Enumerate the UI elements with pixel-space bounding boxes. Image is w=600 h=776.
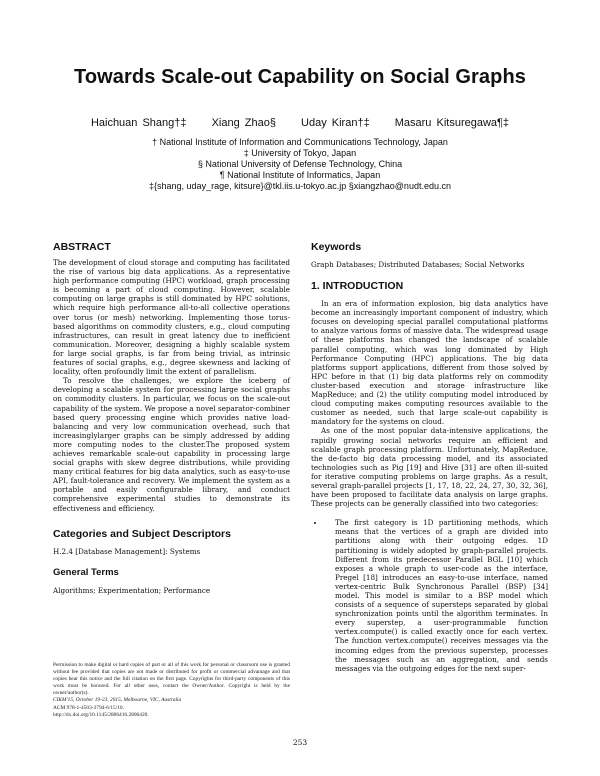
author-name: Xiang Zhao§ [211, 117, 276, 129]
affiliation-line: † National Institute of Information and Communications Technology, Japan [152, 137, 448, 147]
author-list [40, 117, 560, 129]
affiliation-line: ‡ University of Tokyo, Japan [243, 148, 357, 158]
abstract-heading: ABSTRACT [53, 241, 111, 253]
page-number: 253 [292, 738, 308, 747]
introduction-heading: 1. INTRODUCTION [311, 280, 404, 293]
general-terms-text: Algorithms; Experimentation; Performance [53, 585, 211, 595]
conference-info: CIKM'15, October 19-23, 2015, Melbourne, VIC, Australia [53, 697, 182, 704]
right-column [311, 240, 548, 673]
keywords-heading: Keywords [311, 241, 362, 253]
paper-title: Towards Scale-out Capability on Social Graphs [74, 66, 526, 88]
affiliation-line: § National University of Defense Technology, China [197, 159, 403, 169]
general-terms-heading: General Terms [53, 566, 119, 578]
category-list [311, 518, 548, 673]
affiliations [40, 137, 560, 192]
permission-notice: Permission to make digital or hard copies of part or all of this work for personal or classroom use is granted without fee provided that copies are not made or distributed for profit or commercial advantage and that copies bear this notice and the full citation on the first page. Copyrights for third-party components of this work must be honored. For all other uses, contact the Owner/Author. Copyright is held by the owner/author(s). [53, 662, 290, 697]
introduction-paragraph: In an era of information explosion, big data analytics have become an increasingly important component of industry, which focuses on developing special parallel computational platforms to analyze various forms of massive data. The widespread usage of these platforms has changed the landscape of scalable parallel computing, which was long dominated by High Performance Computing (HPC) applications. The big data platforms support applications, different from those solved by HPC before in that (1) big data platforms rely on commodity cluster-based execution and storage infrastructure like MapReduce; and (2) the utility computing model introduced by cloud computing makes computing resources available to the customer as needed, such that large scale-out capability is mandatory for the systems on cloud. [311, 299, 548, 427]
categories-text: H.2.4 [Database Management]: Systems [53, 546, 201, 556]
categories-heading: Categories and Subject Descriptors [53, 527, 231, 540]
affiliation-line: ¶ National Institute of Informatics, Japan [219, 170, 381, 180]
abstract-paragraph: The development of cloud storage and computing has facilitated the rise of various big data applications. As a representative high performance computing (HPC) workload, graph processing is becoming a part of cloud computing. However, scalable computing on large graphs is still dominated by HPC solutions, which require high performance all-to-all collective operations over torus (or mesh) networking. Implementing those torus-based algorithms on commodity clusters, e.g., cloud computing infrastructures, can result in great latency due to inefficient communication. Moreover, designing a highly scalable system for large social graphs, is far from being trivial, as intrinsic features of social graphs, e.g., degree skewness and lacking of locality, often profoundly limit the extent of parallelism. [53, 258, 290, 377]
author-name: Masaru Kitsuregawa¶‡ [394, 117, 510, 129]
author-name: Uday Kiran†‡ [301, 117, 370, 129]
left-column [53, 240, 290, 595]
abstract-paragraph: To resolve the challenges, we explore the iceberg of developing a scalable system for processing large social graphs on commodity clusters. In particular, we focus on the scale-out capability of the system. We propose a novel separator-combiner based query processing engine which provides native load-balancing and very low communication overhead, such that increasinglylarger graphs can be simply addressed by adding more computing nodes to the cluster.The proposed system achieves remarkable scale-out capability in processing large social graphs with skew degree distributions, while providing many critical features for big data analytics, such as easy-to-use API, fault-tolerance and recovery. We implement the system as a portable and easily configurable library, and conduct comprehensive experimental studies to demonstrate its effectiveness and efficiency. [53, 376, 290, 513]
list-item: • The first category is 1D partitioning methods, which means that the vertices of a graph are divided into partitions along with their outgoing edges. 1D partitioning is widely adopted by graph-parallel projects. Different from its predecessor Parallel BGL [10] which exposes a whole graph to user-code as the interface, Pregel [18] introduces an easy-to-use interface, named vertex-centric Bulk Synchronous Parallel (BSP) [34] model. This model is similar to a BSP model which consists of a sequence of supersteps separated by global synchronization points until the algorithm terminates. In every superstep, a user-programmable function vertex.compute() is called exactly once for each vertex. The function vertex.compute() receives messages via the incoming edges from the previous superstep, processes the messages such as an aggregation, and sends messages via the outgoing edges for the next super- [325, 518, 548, 673]
introduction-paragraph: As one of the most popular data-intensive applications, the rapidly growing social networks require an efficient and scalable graph processing platform. Unfortunately, MapReduce, the de-facto big data processing model, and its associated technologies such as Pig [19] and Hive [31] are often ill-suited for iterative computing problems on large graphs. As a result, several graph-parallel projects [1, 17, 18, 22, 24, 27, 30, 32, 36], have been proposed to facilitate data analysis on large graphs. These projects can be generally classified into two categories: [311, 426, 548, 509]
keywords-text: Graph Databases; Distributed Databases; Social Networks [311, 260, 525, 269]
acm-isbn: ACM 978-1-4503-3794-6/15/10. [53, 704, 124, 711]
doi-link[interactable]: http://dx.doi.org/10.1145/2806416.2806420. [53, 711, 149, 718]
permission-block [53, 662, 290, 719]
author-emails: ‡{shang, uday_rage, kitsure}@tkl.iis.u-tokyo.ac.jp §xiangzhao@nudt.edu.cn [149, 181, 451, 191]
author-name: Haichuan Shang†‡ [90, 117, 187, 129]
